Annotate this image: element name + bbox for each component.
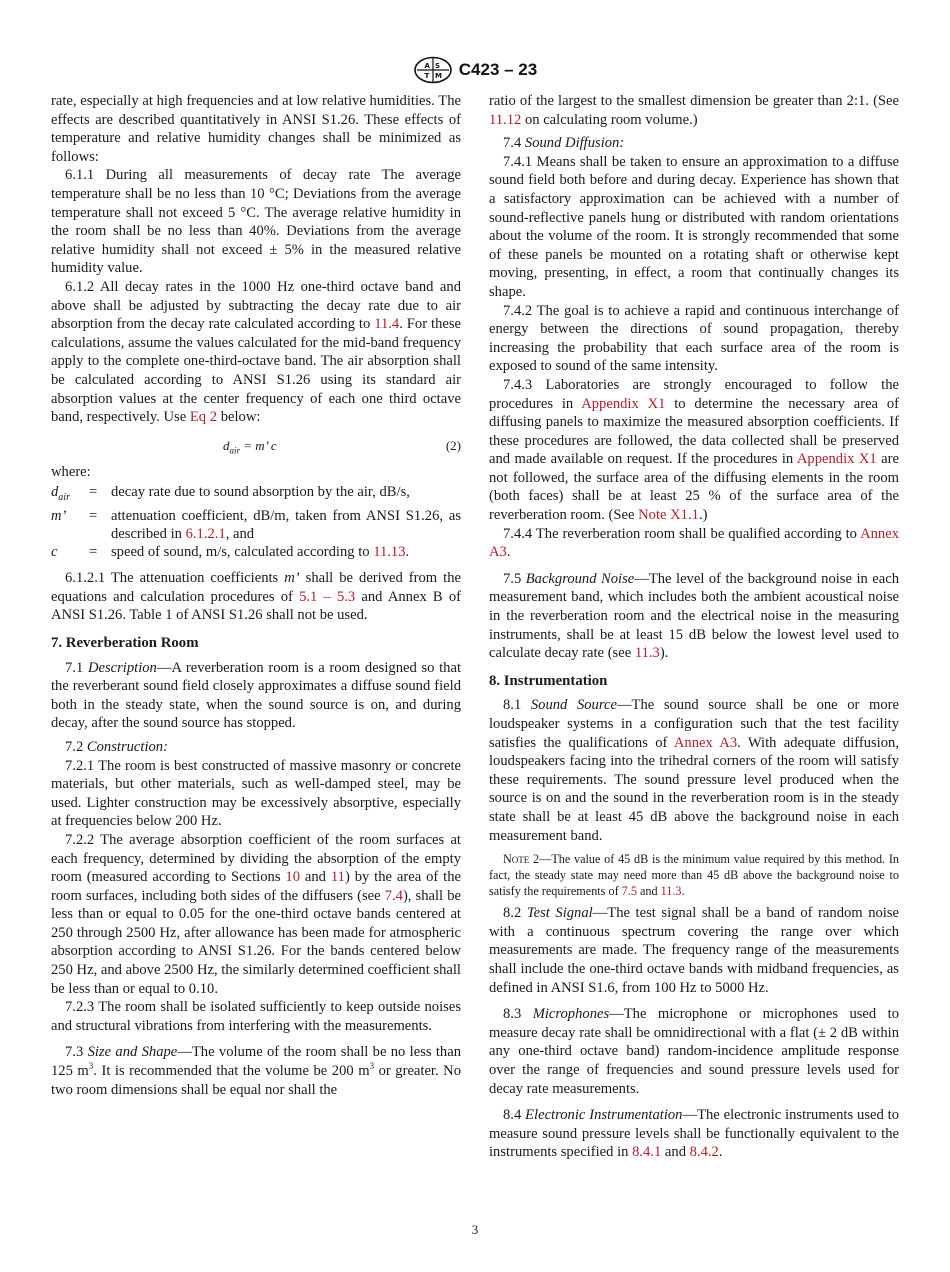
section-heading-7: 7. Reverberation Room xyxy=(51,634,199,651)
paragraph-7-2-2: 7.2.2 The average absorption coefficient of the room surfaces at each frequency, determined by dividing the absorption of the empty room (measured according to Sections 10 and 11) by the area of the room surfaces, including both sides of the diffusers (see 7.4), shall be less than or equal to 0.05 for the one-third octave bands centered at 250 through 2500 Hz, after allowance has been made for atmospheric absorption according to ANSI S1.26. For the bands centered below 250 Hz, and above 2500 Hz, the similarly determined coefficient shall be less than or equal to 0.10. xyxy=(51,831,461,997)
paragraph-7-4-1: 7.4.1 Means shall be taken to ensure an approximation to a diffuse sound field both before and during decay. Experience has shown that a satisfactory approximation can be achieved with a number of sound-reflective panels hung or distributed with random orientations about the volume of the room. It is strongly recommended that some of these panels be mounted on a rotating shaft or otherwise kept moving, presenting, in effect, a room that continually changes its shape. xyxy=(489,153,899,300)
paragraph-6-1-2: 6.1.2 All decay rates in the 1000 Hz one-third octave band and above shall be adjusted by subtracting the decay rate due to air absorption from the decay rate calculated according to 11.4. For these calculations, assume the values calculated for the mid-band frequency apply to the complete one-third-octave band. The air absorption shall be calculated according to ANSI S1.26 using its standard air absorption values at the center frequency of each one third octave band, respectively. Use Eq 2 below: xyxy=(51,278,461,426)
paragraph-6-1-2-1: 6.1.2.1 The attenuation coefficients m’ shall be derived from the equations and calculation procedures of 5.1 – 5.3 and Annex B of ANSI S1.26. Table 1 of ANSI S1.26 shall not be used. xyxy=(51,570,461,624)
link-8-4-1[interactable]: 8.4.1 xyxy=(632,1144,662,1161)
paragraph-7-4-4: 7.4.4 The reverberation room shall be qualified according to Annex A3. xyxy=(489,525,899,561)
svg-text:M: M xyxy=(434,72,442,80)
right-column xyxy=(489,92,899,1162)
link-eq-2[interactable]: Eq 2 xyxy=(189,409,218,426)
variable-row: $d_{air}$ = decay rate due to sound absorption by the air, dB/s, xyxy=(51,484,410,504)
paragraph-7-1: 7.1 Description—A reverberation room is a room designed so that the reverberant sound field closely approximates a diffuse sound field both in the steady state, when the sound source is on, and during decay, after the sound source has stopped. xyxy=(51,659,462,732)
where-label: where: xyxy=(51,463,91,480)
link-6-1-2-1[interactable]: 6.1.2.1 xyxy=(185,526,226,543)
paragraph-7-4: 7.4 Sound Diffusion: xyxy=(503,135,625,152)
paragraph-7-2: 7.2 Construction: xyxy=(65,738,168,755)
paragraph-8-4: 8.4 Electronic Instrumentation—The electronic instruments used to measure sound pressure levels shall be functionally equivalent to the instruments specified in 8.4.1 and 8.4.2. xyxy=(489,1107,900,1161)
svg-text:S: S xyxy=(434,62,440,70)
paragraph-7-3: 7.3 Size and Shape—The volume of the room shall be no less than 125 $m^3$. It is recommended that the volume be 200 $m^3$ or greater. No two room dimensions shall be equal nor shall the xyxy=(51,1044,462,1098)
left-column xyxy=(51,92,461,1099)
variable-row: m’ = attenuation coefficient, dB/m, taken from ANSI S1.26, as described in 6.1.2.1, and xyxy=(51,508,461,543)
link-appendix-x1[interactable]: Appendix X1 xyxy=(581,395,666,412)
link-7-4[interactable]: 7.4 xyxy=(384,887,403,904)
page-number: 3 xyxy=(471,1222,479,1237)
equation-body: $d_{air} = m$’ c xyxy=(223,437,277,456)
link-appendix-x1[interactable]: Appendix X1 xyxy=(796,451,877,468)
link-8-4-2[interactable]: 8.4.2 xyxy=(689,1144,719,1161)
paragraph-8-3: 8.3 Microphones—The microphone or microphones used to measure decay rate shall be omnidirectional with a flat (± 2 dB within any one-third octave band) random-incidence amplitude response over the range of frequencies and sound pressure levels used for decay rate measurements. xyxy=(489,1006,900,1097)
link-note-x1-1[interactable]: Note X1.1 xyxy=(638,507,699,524)
link-11-3[interactable]: 11.3 xyxy=(660,884,682,899)
paragraph-continuation: rate, especially at high frequencies and at low relative humidities. The effects are described quantitatively in ANSI S1.26. These effects of temperature and relative humidity changes shall be minimized as follows: xyxy=(51,93,461,165)
link-section-10[interactable]: 10 xyxy=(285,869,300,886)
paragraph-7-4-3: 7.4.3 Laboratories are strongly encouraged to follow the procedures in Appendix X1 to determine the necessary area of diffusing panels to maximize the measured absorption coefficients. If these procedures are followed, the data collected shall be preserved and made available on request. If the procedures in Appendix X1 are not followed, the surface area of the diffusing elements in the room (both faces) shall be at least 25 % of the surface area of the reverberation room. (See Note X1.1.) xyxy=(489,376,899,524)
link-5-1-5-3[interactable]: 5.1 – 5.3 xyxy=(299,588,356,605)
link-11-12[interactable]: 11.12 xyxy=(489,111,522,128)
variable-row: c = speed of sound, m/s, calculated according to 11.13. xyxy=(51,544,410,561)
link-7-5[interactable]: 7.5 xyxy=(621,884,637,899)
svg-text:A: A xyxy=(424,62,430,70)
paragraph-7-4-2: 7.4.2 The goal is to achieve a rapid and continuous interchange of energy between the directions of sound propagation, thereby increasing the probability that each surface area of the room is exposed to sound of the same intensity. xyxy=(489,302,899,375)
link-annex-a3[interactable]: Annex A3 xyxy=(489,525,899,561)
standard-designation: C423 – 23 xyxy=(458,60,538,79)
link-annex-a3[interactable]: Annex A3 xyxy=(673,734,738,751)
page-header xyxy=(0,56,950,89)
link-section-11[interactable]: 11 xyxy=(330,869,345,886)
paragraph-8-1: 8.1 Sound Source—The sound source shall be one or more loudspeaker systems in a configuration such that the test facility satisfies the qualifications of Annex A3. With adequate diffusion, loudspeakers facing into the trihedral corners of the room will satisfy these requirements. The sound pressure level produced when the source is on and the sound in the reverberation room is in the steady state shall be at least 45 dB above the background noise in each measurement band. xyxy=(489,697,899,844)
link-11-4[interactable]: 11.4 xyxy=(374,316,400,333)
equation-number: (2) xyxy=(445,437,461,453)
paragraph-7-2-1: 7.2.1 The room is best constructed of massive masonry or concrete materials, but other materials, such as well-damped steel, may be used. Lighter construction may be excessively absorptive, especially at frequencies below 200 Hz. xyxy=(51,757,461,830)
paragraph-7-5: 7.5 Background Noise—The level of the background noise in each measurement band, which includes both the ambient acoustical noise in the reverberation room and the electrical noise in the measuring instruments, shall be at least 15 dB below the lowest level used to calculate decay rate (see 11.3). xyxy=(489,570,900,662)
astm-logo-icon xyxy=(413,56,453,84)
link-11-3[interactable]: 11.3 xyxy=(634,645,660,662)
note-2: Note 2—The value of 45 dB is the minimum value required by this method. In fact, the steady state may need more than 45 dB above the background noise to satisfy the requirements of 7.5 and 11.3. xyxy=(489,852,899,899)
variable-definitions xyxy=(51,483,461,561)
paragraph-6-1-1: 6.1.1 During all measurements of decay rate The average temperature shall be no less than 10 °C; Deviations from the average temperature shall not exceed 5 °C. The average relative humidity in the room shall be no less than 40%. Deviations from the average relative humidity shall not exceed ± 5% in the measured relative humidity value. xyxy=(51,167,461,277)
paragraph-7-3-continuation: ratio of the largest to the smallest dimension be greater than 2:1. (See 11.12 on calculating room volume.) xyxy=(489,93,899,128)
link-11-13[interactable]: 11.13 xyxy=(373,544,406,561)
section-heading-8: 8. Instrumentation xyxy=(489,672,608,689)
svg-text:T: T xyxy=(424,72,430,80)
equation-2 xyxy=(51,433,461,459)
paragraph-7-2-3: 7.2.3 The room shall be isolated sufficiently to keep outside noises and structural vibrations from interfering with the measurements. xyxy=(51,999,461,1034)
paragraph-8-2: 8.2 Test Signal—The test signal shall be a band of random noise with a continuous spectrum covering the range over which measurements are made. The frequency range of the measurements shall include the one-third octave bands with midband frequencies, as defined in ANSI S1.6, from 100 Hz to 5000 Hz. xyxy=(489,905,900,996)
